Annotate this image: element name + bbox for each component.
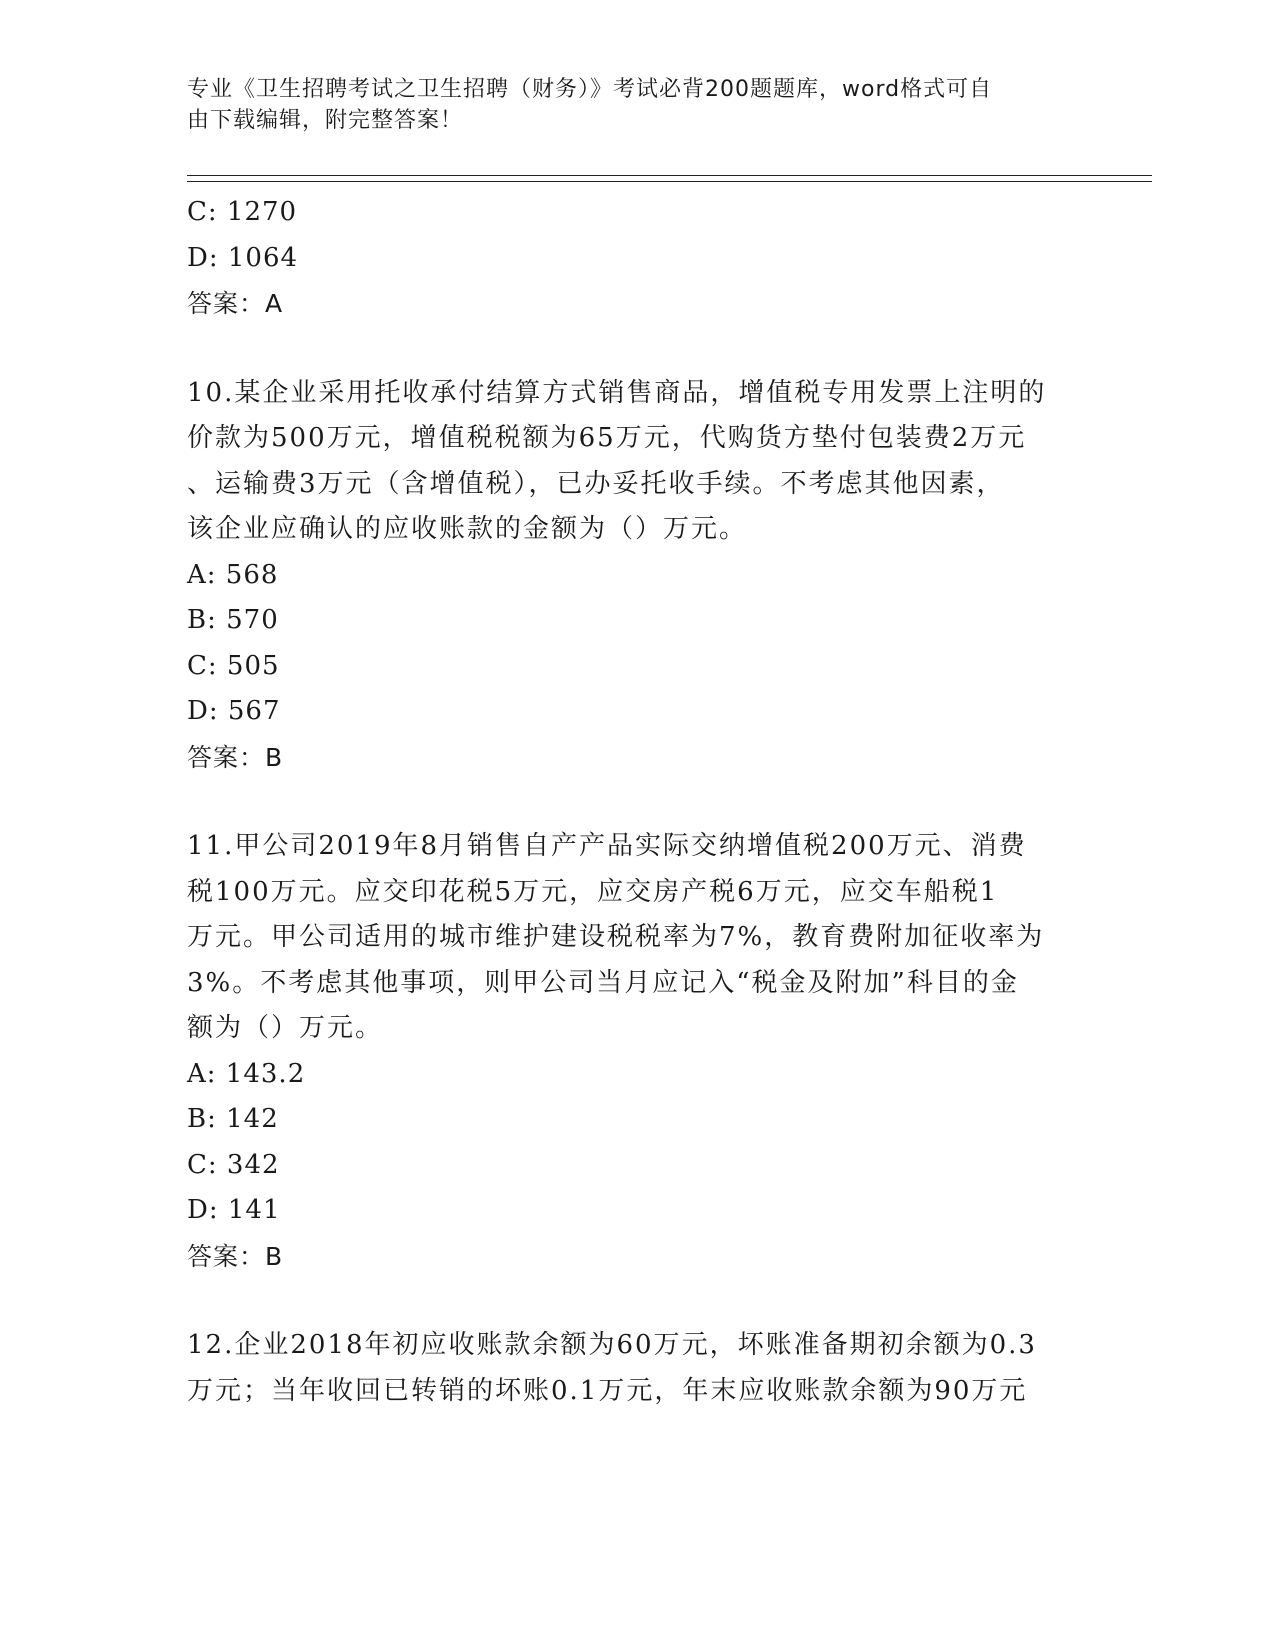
option-c: C: 505 xyxy=(187,650,280,681)
question-text-line: 3%。不考虑其他事项，则甲公司当月应记入“税金及附加”科目的金 xyxy=(187,967,1019,998)
spacer xyxy=(187,780,1087,824)
question-text-line: 税100万元。应交印花税5万元，应交房产税6万元，应交车船税1 xyxy=(187,876,999,907)
answer-line: 答案：A xyxy=(187,289,284,318)
question-text-line: 万元；当年收回已转销的坏账0.1万元，年末应收账款余额为90万元 xyxy=(187,1375,1028,1406)
option-d: D: 141 xyxy=(187,1195,281,1225)
question-text-line: 11.甲公司2019年8月销售自产产品实际交纳增值税200万元、消费 xyxy=(187,831,1027,861)
question-12 xyxy=(187,1323,1087,1414)
header-rule-bottom xyxy=(187,181,1152,182)
question-9-tail xyxy=(187,190,1087,327)
question-text-line: 价款为500万元，增值税税额为65万元，代购货方垫付包装费2万元 xyxy=(187,423,1027,453)
answer-line: 答案：B xyxy=(187,742,284,772)
question-text-line: 额为（）万元。 xyxy=(187,1013,384,1043)
question-11 xyxy=(187,824,1087,1279)
header-line-1: 专业《卫生招聘考试之卫生招聘（财务）》考试必背200题题库，word格式可自 xyxy=(187,77,993,102)
option-a: A: 568 xyxy=(187,559,279,590)
option-b: B: 142 xyxy=(187,1104,279,1134)
spacer xyxy=(187,1279,1087,1323)
question-text-line: 该企业应确认的应收账款的金额为（）万元。 xyxy=(187,514,748,544)
option-c: C: 1270 xyxy=(187,197,298,227)
option-a: A: 143.2 xyxy=(187,1058,306,1089)
question-10 xyxy=(187,371,1087,781)
question-text-line: 万元。甲公司适用的城市维护建设税税率为7%，教育费附加征收率为 xyxy=(187,922,1045,952)
option-d: D: 1064 xyxy=(187,242,299,273)
header-rule-top xyxy=(187,175,1152,176)
header-line-2: 由下载编辑，附完整答案！ xyxy=(187,108,464,133)
document-body xyxy=(187,190,1087,1414)
document-header xyxy=(187,74,1067,136)
answer-line: 答案：B xyxy=(187,1241,284,1271)
question-text-line: 12.企业2018年初应收账款余额为60万元，坏账准备期初余额为0.3 xyxy=(187,1330,1037,1360)
option-b: B: 570 xyxy=(187,605,279,635)
option-c: C: 342 xyxy=(187,1149,280,1180)
question-text-line: 10.某企业采用托收承付结算方式销售商品，增值税专用发票上注明的 xyxy=(187,377,1047,408)
option-d: D: 567 xyxy=(187,696,281,726)
question-text-line: 、运输费3万元（含增值税），已办妥托收手续。不考虑其他因素， xyxy=(187,468,1005,499)
spacer xyxy=(187,327,1087,371)
